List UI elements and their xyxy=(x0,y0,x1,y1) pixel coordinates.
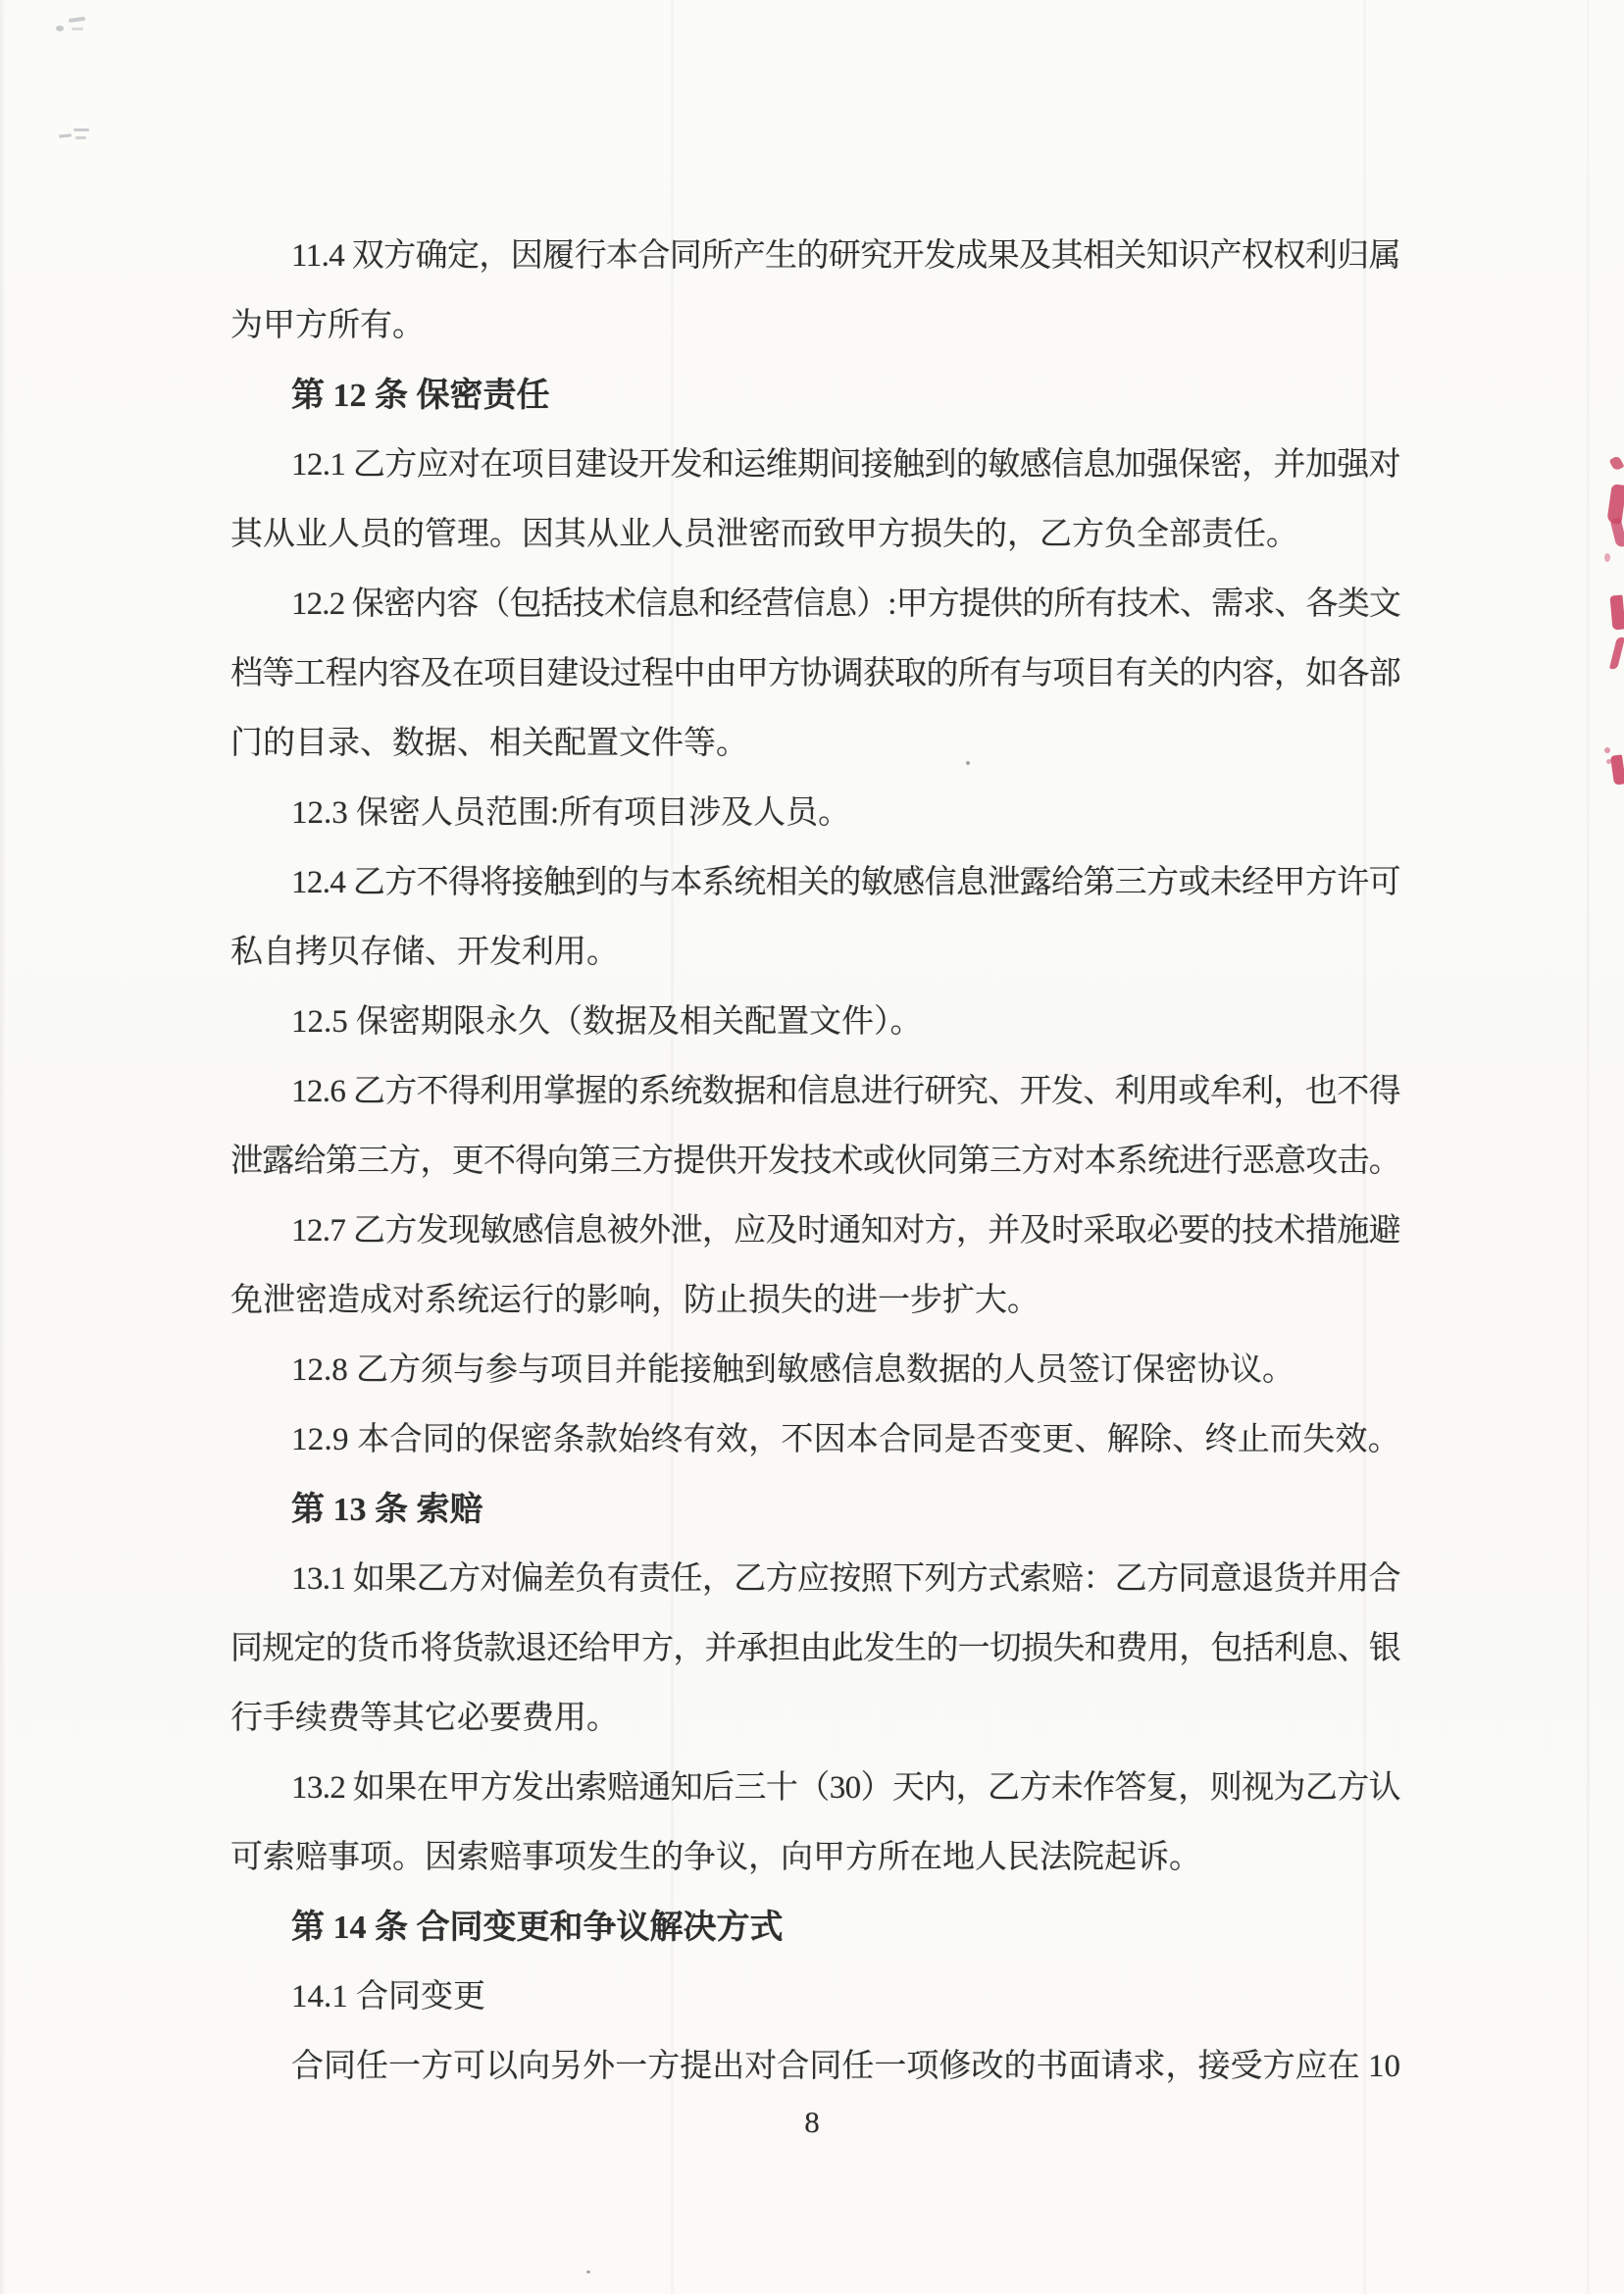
scanner-band xyxy=(1587,0,1590,2294)
clause-13-1-line-3: 行手续费等其它必要费用。 xyxy=(230,1701,619,1736)
page-number: 8 xyxy=(804,2105,820,2139)
clause-12-5: 12.5 保密期限永久（数据及相关配置文件）。 xyxy=(291,1004,923,1040)
clause-12-7-line-1: 12.7 乙方发现敏感信息被外泄，应及时通知对方，并及时采取必要的技术措施避 xyxy=(291,1213,1401,1249)
section-heading-13: 第 13 条 索赔 xyxy=(291,1492,483,1528)
clause-12-2-line-2: 档等工程内容及在项目建设过程中由甲方协调获取的所有与项目有关的内容，如各部 xyxy=(230,656,1401,691)
clause-11-4-line-2: 为甲方所有。 xyxy=(230,308,425,343)
clause-12-7-line-2: 免泄密造成对系统运行的影响，防止损失的进一步扩大。 xyxy=(230,1283,1040,1318)
contract-text-block xyxy=(230,222,1400,2102)
clause-13-1-line-1: 13.1 如果乙方对偏差负有责任，乙方应按照下列方式索赔：乙方同意退货并用合 xyxy=(291,1561,1401,1597)
clause-12-1-line-1: 12.1 乙方应对在项目建设开发和运维期间接触到的敏感信息加强保密，并加强对 xyxy=(291,447,1401,483)
red-stamp-fragment xyxy=(1610,754,1624,785)
red-stamp-fragment xyxy=(1609,455,1624,472)
clause-11-4-line-1: 11.4 双方确定，因履行本合同所产生的研究开发成果及其相关知识产权权利归属 xyxy=(291,238,1400,274)
clause-13-2-line-2: 可索赔事项。因索赔事项发生的争议，向甲方所在地人民法院起诉。 xyxy=(230,1840,1201,1875)
clause-12-4-line-2: 私自拷贝存储、开发利用。 xyxy=(230,935,619,970)
section-heading-12: 第 12 条 保密责任 xyxy=(291,378,550,414)
clause-12-9: 12.9 本合同的保密条款始终有效，不因本合同是否变更、解除、终止而失效。 xyxy=(291,1422,1400,1457)
clause-12-2-line-3: 门的目录、数据、相关配置文件等。 xyxy=(230,726,748,761)
clause-12-8: 12.8 乙方须与参与项目并能接触到敏感信息数据的人员签订保密协议。 xyxy=(291,1352,1294,1388)
red-stamp-fragment xyxy=(1609,637,1624,671)
scan-speck xyxy=(586,2270,590,2273)
pencil-mark xyxy=(72,27,83,30)
scan-edge-shadow xyxy=(0,0,6,2294)
clause-13-2-line-1: 13.2 如果在甲方发出索赔通知后三十（30）天内，乙方未作答复，则视为乙方认 xyxy=(291,1770,1401,1806)
red-stamp-fragment xyxy=(1610,517,1624,548)
clause-12-6-line-1: 12.6 乙方不得利用掌握的系统数据和信息进行研究、开发、利用或牟利，也不得 xyxy=(291,1074,1401,1109)
red-stamp-fragment xyxy=(1609,595,1624,631)
red-stamp-fragment xyxy=(1604,747,1610,753)
section-heading-14: 第 14 条 合同变更和争议解决方式 xyxy=(291,1910,784,1946)
clause-12-6-line-2: 泄露给第三方，更不得向第三方提供开发技术或伙同第三方对本系统进行恶意攻击。 xyxy=(230,1144,1401,1179)
clause-12-1-line-2: 其从业人员的管理。因其从业人员泄密而致甲方损失的，乙方负全部责任。 xyxy=(230,517,1298,552)
clause-13-1-line-2: 同规定的货币将货款退还给甲方，并承担由此发生的一切损失和费用，包括利息、银 xyxy=(230,1631,1401,1666)
pencil-mark xyxy=(76,136,86,139)
clause-12-2-line-1: 12.2 保密内容（包括技术信息和经营信息）:甲方提供的所有技术、需求、各类文 xyxy=(291,586,1400,622)
clause-14-1-body-line-1: 合同任一方可以向另外一方提出对合同任一项修改的书面请求，接受方应在 10 xyxy=(291,2049,1400,2084)
pencil-mark xyxy=(56,25,64,31)
pencil-mark xyxy=(69,17,85,23)
scan-speck xyxy=(966,761,970,765)
clause-14-1-title: 14.1 合同变更 xyxy=(291,1979,485,2014)
pencil-mark xyxy=(59,133,72,137)
red-stamp-fragment xyxy=(1604,553,1610,562)
clause-12-4-line-1: 12.4 乙方不得将接触到的与本系统相关的敏感信息泄露给第三方或未经甲方许可 xyxy=(291,865,1401,900)
clause-12-3: 12.3 保密人员范围:所有项目涉及人员。 xyxy=(291,795,851,831)
pencil-mark xyxy=(74,128,89,131)
